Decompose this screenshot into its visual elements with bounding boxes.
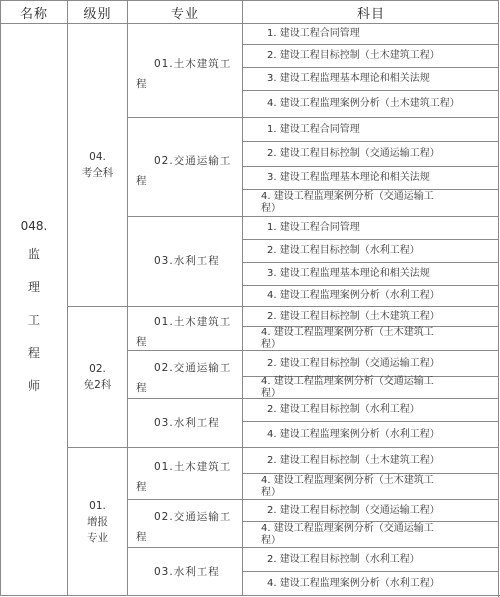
major-name-wrap: 程 (136, 336, 147, 348)
subject-cell: 1. 建设工程合同管理 (242, 216, 499, 239)
subject-cell: 4. 建设工程监理案例分析（交通运输工 程） (242, 189, 499, 216)
subject-cell: 4. 建设工程监理案例分析（交通运输工 程） (242, 376, 499, 398)
subject-cell: 1. 建设工程合同管理 (242, 23, 499, 44)
program-code: 048. (20, 218, 48, 233)
level-label: 免2科 (83, 379, 112, 391)
program-char: 程 (27, 345, 40, 360)
level-label: 考全科 (81, 167, 114, 179)
subject-cell: 2. 建设工程目标控制（交通运输工程） (242, 350, 499, 376)
major-cell (127, 306, 242, 350)
program-char: 工 (27, 312, 40, 327)
subject-cell: 4. 建设工程监理案例分析（土木建筑工 程） (242, 326, 499, 350)
program-char: 理 (27, 279, 40, 294)
subject-cell: 2. 建设工程目标控制（土木建筑工程） (242, 447, 499, 473)
header-major: 专业 (127, 0, 242, 23)
subject-cell: 1. 建设工程合同管理 (242, 117, 499, 141)
subject-cell: 2. 建设工程目标控制（交通运输工程） (242, 141, 499, 166)
subject-cell: 2. 建设工程目标控制（水利工程） (242, 398, 499, 421)
subject-cell: 4. 建设工程监理案例分析（水利工程） (242, 571, 499, 596)
major-name-wrap: 程 (136, 382, 147, 394)
major-name: 03.水利工程 (154, 416, 220, 429)
major-name-wrap: 程 (136, 481, 147, 493)
header-level: 级别 (67, 0, 127, 23)
major-name: 02.交通运输工 (154, 362, 232, 374)
major-name: 01.土木建筑工 (154, 316, 232, 328)
program-name-cell (0, 23, 67, 596)
subject-cell: 2. 建设工程目标控制（土木建筑工程） (242, 306, 499, 326)
major-name: 02.交通运输工 (154, 154, 232, 167)
major-cell (127, 23, 242, 117)
major-cell (127, 350, 242, 398)
major-cell (127, 216, 242, 306)
subject-cell: 4. 建设工程监理案例分析（土木建筑工程） (242, 90, 499, 117)
major-cell (127, 117, 242, 216)
major-name: 02.交通运输工 (154, 511, 232, 523)
major-cell (127, 398, 242, 447)
major-name: 03.水利工程 (154, 565, 220, 578)
level-cell (67, 306, 127, 447)
level-label: 02. (89, 363, 106, 375)
subject-cell: 2. 建设工程目标控制（水利工程） (242, 239, 499, 262)
major-name-wrap: 程 (136, 174, 147, 187)
subject-cell: 3. 建设工程监理基本理论和相关法规 (242, 67, 499, 90)
level-label: 01. (89, 500, 106, 512)
level-cell (67, 447, 127, 596)
header-name: 名称 (0, 0, 67, 23)
program-char: 监 (27, 246, 40, 261)
major-name-wrap: 程 (136, 78, 147, 90)
level-label: 04. (89, 151, 106, 163)
level-cell (67, 23, 127, 306)
subject-cell: 4. 建设工程监理案例分析（土木建筑工 程） (242, 473, 499, 499)
subject-cell: 4. 建设工程监理案例分析（水利工程） (242, 285, 499, 306)
subject-cell: 2. 建设工程目标控制（土木建筑工程） (242, 44, 499, 67)
major-cell (127, 447, 242, 499)
program-char: 师 (27, 378, 40, 393)
header-subject: 科目 (242, 0, 499, 23)
subject-cell: 4. 建设工程监理案例分析（交通运输工 程） (242, 521, 499, 547)
level-label: 增报 (87, 516, 108, 528)
major-name-wrap: 程 (136, 531, 147, 543)
subject-cell: 3. 建设工程监理基本理论和相关法规 (242, 262, 499, 285)
subject-cell: 2. 建设工程目标控制（水利工程） (242, 547, 499, 571)
subject-cell: 2. 建设工程目标控制（交通运输工程） (242, 499, 499, 521)
major-name: 01.土木建筑工 (154, 461, 232, 473)
major-name: 01.土木建筑工 (154, 58, 232, 70)
level-label: 专业 (87, 532, 108, 544)
subject-cell: 4. 建设工程监理案例分析（水利工程） (242, 421, 499, 447)
major-name: 03.水利工程 (154, 255, 220, 267)
major-cell (127, 499, 242, 547)
subject-cell: 3. 建设工程监理基本理论和相关法规 (242, 166, 499, 189)
major-cell (127, 547, 242, 596)
